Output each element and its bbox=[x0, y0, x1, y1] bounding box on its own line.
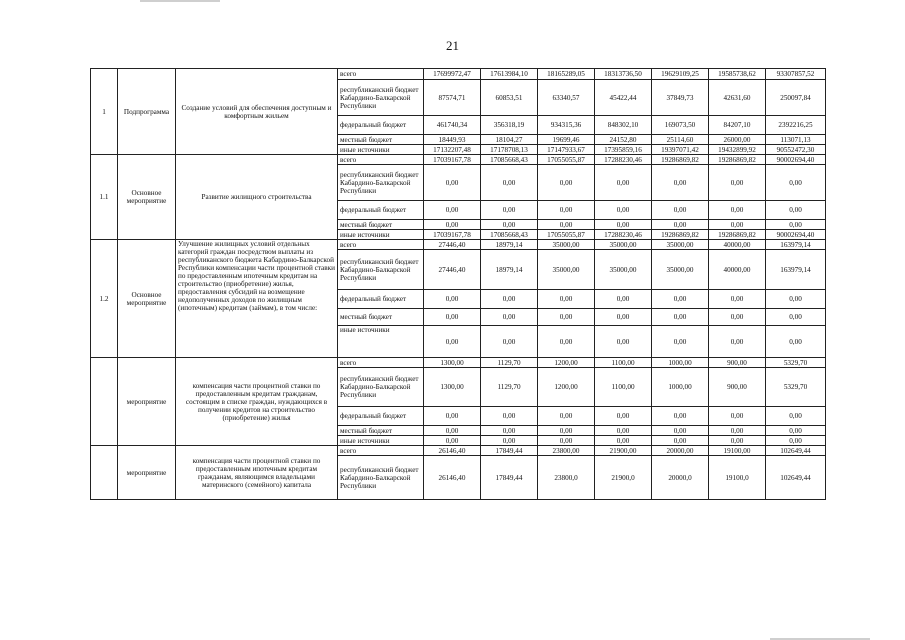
value-cell: 0,00 bbox=[481, 165, 538, 201]
row-number: 1.1 bbox=[91, 155, 118, 240]
value-cell: 18979,14 bbox=[481, 250, 538, 290]
value-cell: 0,00 bbox=[595, 326, 652, 358]
source-label: всего bbox=[338, 358, 424, 368]
value-cell: 19100,0 bbox=[709, 456, 766, 500]
value-cell: 0,00 bbox=[709, 165, 766, 201]
value-cell: 0,00 bbox=[766, 309, 826, 326]
value-cell: 0,00 bbox=[709, 426, 766, 436]
value-cell: 113071,13 bbox=[766, 135, 826, 145]
value-cell: 18104,27 bbox=[481, 135, 538, 145]
source-label: республиканский бюджет Кабардино-Балкарской Республики bbox=[338, 165, 424, 201]
value-cell: 1129,70 bbox=[481, 358, 538, 368]
value-cell: 900,00 bbox=[709, 368, 766, 407]
value-cell: 0,00 bbox=[481, 436, 538, 446]
value-cell: 0,00 bbox=[595, 290, 652, 309]
value-cell: 0,00 bbox=[481, 290, 538, 309]
value-cell: 26146,40 bbox=[424, 446, 481, 456]
value-cell: 26146,40 bbox=[424, 456, 481, 500]
value-cell: 0,00 bbox=[538, 426, 595, 436]
value-cell: 19286869,82 bbox=[709, 155, 766, 165]
value-cell: 21900,00 bbox=[595, 446, 652, 456]
value-cell: 0,00 bbox=[481, 407, 538, 426]
value-cell: 0,00 bbox=[424, 426, 481, 436]
value-cell: 0,00 bbox=[709, 220, 766, 230]
value-cell: 5329,70 bbox=[766, 358, 826, 368]
value-cell: 18979,14 bbox=[481, 240, 538, 250]
value-cell: 21900,0 bbox=[595, 456, 652, 500]
value-cell: 17849,44 bbox=[481, 446, 538, 456]
row-title: компенсация части процентной ставки по предоставленным ипотечным кредитам гражданам, являющимся владельцами материнского (семейного) капитала bbox=[176, 446, 338, 500]
source-label: всего bbox=[338, 155, 424, 165]
value-cell: 0,00 bbox=[766, 290, 826, 309]
value-cell: 0,00 bbox=[709, 309, 766, 326]
value-cell: 35000,00 bbox=[538, 250, 595, 290]
value-cell: 0,00 bbox=[481, 326, 538, 358]
value-cell: 27446,40 bbox=[424, 240, 481, 250]
value-cell: 0,00 bbox=[652, 326, 709, 358]
value-cell: 0,00 bbox=[538, 165, 595, 201]
value-cell: 0,00 bbox=[538, 309, 595, 326]
value-cell: 19286869,82 bbox=[709, 230, 766, 240]
value-cell: 19286869,82 bbox=[652, 155, 709, 165]
value-cell: 0,00 bbox=[652, 220, 709, 230]
value-cell: 0,00 bbox=[538, 326, 595, 358]
value-cell: 27446,40 bbox=[424, 250, 481, 290]
source-label: местный бюджет bbox=[338, 135, 424, 145]
value-cell: 87574,71 bbox=[424, 80, 481, 116]
value-cell: 0,00 bbox=[481, 220, 538, 230]
value-cell: 1129,70 bbox=[481, 368, 538, 407]
value-cell: 0,00 bbox=[595, 220, 652, 230]
value-cell: 45422,44 bbox=[595, 80, 652, 116]
value-cell: 0,00 bbox=[424, 290, 481, 309]
value-cell: 1200,00 bbox=[538, 358, 595, 368]
value-cell: 0,00 bbox=[766, 436, 826, 446]
value-cell: 19432899,92 bbox=[709, 145, 766, 155]
value-cell: 0,00 bbox=[595, 309, 652, 326]
value-cell: 102649,44 bbox=[766, 456, 826, 500]
value-cell: 93307857,52 bbox=[766, 69, 826, 80]
value-cell: 90002694,40 bbox=[766, 230, 826, 240]
row-type: Подпрограмма bbox=[118, 69, 176, 155]
value-cell: 0,00 bbox=[424, 407, 481, 426]
table-row bbox=[91, 446, 826, 456]
value-cell: 17699972,47 bbox=[424, 69, 481, 80]
source-label: местный бюджет bbox=[338, 309, 424, 326]
value-cell: 35000,00 bbox=[538, 240, 595, 250]
value-cell: 900,00 bbox=[709, 358, 766, 368]
value-cell: 84207,10 bbox=[709, 116, 766, 135]
value-cell: 0,00 bbox=[709, 290, 766, 309]
value-cell: 20000,00 bbox=[652, 446, 709, 456]
value-cell: 19286869,82 bbox=[652, 230, 709, 240]
value-cell: 0,00 bbox=[652, 201, 709, 220]
row-title: Развитие жилищного строительства bbox=[176, 155, 338, 240]
value-cell: 23800,0 bbox=[538, 456, 595, 500]
source-label: федеральный бюджет bbox=[338, 201, 424, 220]
value-cell: 40000,00 bbox=[709, 250, 766, 290]
value-cell: 1300,00 bbox=[424, 358, 481, 368]
value-cell: 25114,60 bbox=[652, 135, 709, 145]
value-cell: 19629109,25 bbox=[652, 69, 709, 80]
value-cell: 163979,14 bbox=[766, 240, 826, 250]
row-title: Создание условий для обеспечения доступным и комфортным жильем bbox=[176, 69, 338, 155]
value-cell: 1000,00 bbox=[652, 358, 709, 368]
scan-artifact-top bbox=[140, 0, 220, 2]
value-cell: 0,00 bbox=[766, 201, 826, 220]
value-cell: 18449,93 bbox=[424, 135, 481, 145]
value-cell: 0,00 bbox=[481, 201, 538, 220]
value-cell: 37849,73 bbox=[652, 80, 709, 116]
value-cell: 0,00 bbox=[424, 201, 481, 220]
value-cell: 17849,44 bbox=[481, 456, 538, 500]
value-cell: 5329,70 bbox=[766, 368, 826, 407]
value-cell: 0,00 bbox=[481, 309, 538, 326]
value-cell: 0,00 bbox=[424, 326, 481, 358]
value-cell: 0,00 bbox=[595, 165, 652, 201]
table-row bbox=[91, 69, 826, 80]
source-label: иные источники bbox=[338, 145, 424, 155]
value-cell: 356318,19 bbox=[481, 116, 538, 135]
value-cell: 1200,00 bbox=[538, 368, 595, 407]
value-cell: 461740,34 bbox=[424, 116, 481, 135]
source-label: иные источники bbox=[338, 230, 424, 240]
value-cell: 17147933,67 bbox=[538, 145, 595, 155]
budget-table bbox=[90, 68, 826, 500]
value-cell: 0,00 bbox=[652, 436, 709, 446]
value-cell: 0,00 bbox=[424, 220, 481, 230]
row-title: компенсация части процентной ставки по предоставленным кредитам гражданам, состоящим в списке граждан, нуждающихся в получении кредитов на строительство (приобретение) жилья bbox=[176, 358, 338, 446]
value-cell: 24152,80 bbox=[595, 135, 652, 145]
value-cell: 17085668,43 bbox=[481, 155, 538, 165]
value-cell: 0,00 bbox=[652, 309, 709, 326]
value-cell: 163979,14 bbox=[766, 250, 826, 290]
source-label: всего bbox=[338, 69, 424, 80]
value-cell: 17055055,87 bbox=[538, 230, 595, 240]
value-cell: 63340,57 bbox=[538, 80, 595, 116]
value-cell: 848302,10 bbox=[595, 116, 652, 135]
value-cell: 35000,00 bbox=[595, 250, 652, 290]
value-cell: 0,00 bbox=[424, 436, 481, 446]
value-cell: 1000,00 bbox=[652, 368, 709, 407]
value-cell: 17132207,48 bbox=[424, 145, 481, 155]
value-cell: 18313736,50 bbox=[595, 69, 652, 80]
value-cell: 0,00 bbox=[709, 436, 766, 446]
row-type: Основное мероприятие bbox=[118, 240, 176, 358]
value-cell: 17085668,43 bbox=[481, 230, 538, 240]
value-cell: 23800,00 bbox=[538, 446, 595, 456]
value-cell: 0,00 bbox=[652, 426, 709, 436]
value-cell: 102649,44 bbox=[766, 446, 826, 456]
value-cell: 35000,00 bbox=[652, 250, 709, 290]
source-label: республиканский бюджет Кабардино-Балкарской Республики bbox=[338, 250, 424, 290]
value-cell: 19585738,62 bbox=[709, 69, 766, 80]
value-cell: 90002694,40 bbox=[766, 155, 826, 165]
value-cell: 0,00 bbox=[766, 165, 826, 201]
value-cell: 1100,00 bbox=[595, 358, 652, 368]
value-cell: 0,00 bbox=[538, 436, 595, 446]
value-cell: 0,00 bbox=[424, 309, 481, 326]
value-cell: 0,00 bbox=[766, 426, 826, 436]
value-cell: 0,00 bbox=[538, 220, 595, 230]
table-row bbox=[91, 358, 826, 368]
source-label: иные источники bbox=[338, 436, 424, 446]
value-cell: 90552472,30 bbox=[766, 145, 826, 155]
value-cell: 1300,00 bbox=[424, 368, 481, 407]
value-cell: 0,00 bbox=[766, 407, 826, 426]
value-cell: 0,00 bbox=[595, 426, 652, 436]
source-label: иные источники bbox=[338, 326, 424, 358]
value-cell: 1100,00 bbox=[595, 368, 652, 407]
source-label: всего bbox=[338, 446, 424, 456]
source-label: республиканский бюджет Кабардино-Балкарской Республики bbox=[338, 456, 424, 500]
value-cell: 0,00 bbox=[652, 290, 709, 309]
value-cell: 0,00 bbox=[595, 407, 652, 426]
value-cell: 0,00 bbox=[595, 436, 652, 446]
value-cell: 0,00 bbox=[709, 407, 766, 426]
page-number: 21 bbox=[446, 38, 459, 53]
source-label: местный бюджет bbox=[338, 426, 424, 436]
value-cell: 0,00 bbox=[538, 201, 595, 220]
value-cell: 0,00 bbox=[709, 326, 766, 358]
value-cell: 17395859,16 bbox=[595, 145, 652, 155]
value-cell: 17178708,13 bbox=[481, 145, 538, 155]
row-type: мероприятие bbox=[118, 446, 176, 500]
value-cell: 40000,00 bbox=[709, 240, 766, 250]
value-cell: 60853,51 bbox=[481, 80, 538, 116]
source-label: федеральный бюджет bbox=[338, 290, 424, 309]
value-cell: 0,00 bbox=[766, 326, 826, 358]
table-row bbox=[91, 240, 826, 250]
value-cell: 18165289,05 bbox=[538, 69, 595, 80]
row-type: мероприятие bbox=[118, 358, 176, 446]
value-cell: 35000,00 bbox=[595, 240, 652, 250]
row-type: Основное мероприятие bbox=[118, 155, 176, 240]
source-label: федеральный бюджет bbox=[338, 407, 424, 426]
value-cell: 0,00 bbox=[709, 201, 766, 220]
value-cell: 169073,50 bbox=[652, 116, 709, 135]
value-cell: 17288230,46 bbox=[595, 230, 652, 240]
value-cell: 17288230,46 bbox=[595, 155, 652, 165]
value-cell: 0,00 bbox=[766, 220, 826, 230]
source-label: федеральный бюджет bbox=[338, 116, 424, 135]
value-cell: 934315,36 bbox=[538, 116, 595, 135]
row-title: Улучшение жилищных условий отдельных категорий граждан посредством выплаты из республиканского бюджета Кабардино-Балкарской Республики компенсации части процентной ставки по предоставленным ипотечным кредитам на строительство (приобретение) жилья, предоставления субсидий на возмещение недополученных доходов по жилищным (ипотечным) кредитам (займам), в том числе: bbox=[176, 240, 338, 358]
source-label: республиканский бюджет Кабардино-Балкарской Республики bbox=[338, 368, 424, 407]
value-cell: 0,00 bbox=[595, 201, 652, 220]
value-cell: 20000,0 bbox=[652, 456, 709, 500]
value-cell: 17039167,78 bbox=[424, 230, 481, 240]
row-number bbox=[91, 446, 118, 500]
value-cell: 17613984,10 bbox=[481, 69, 538, 80]
value-cell: 19100,00 bbox=[709, 446, 766, 456]
value-cell: 42631,60 bbox=[709, 80, 766, 116]
value-cell: 0,00 bbox=[424, 165, 481, 201]
source-label: всего bbox=[338, 240, 424, 250]
value-cell: 17055055,87 bbox=[538, 155, 595, 165]
value-cell: 0,00 bbox=[652, 407, 709, 426]
value-cell: 0,00 bbox=[652, 165, 709, 201]
source-label: местный бюджет bbox=[338, 220, 424, 230]
source-label: республиканский бюджет Кабардино-Балкарской Республики bbox=[338, 80, 424, 116]
table-row bbox=[91, 155, 826, 165]
row-number: 1 bbox=[91, 69, 118, 155]
value-cell: 26000,00 bbox=[709, 135, 766, 145]
value-cell: 2392216,25 bbox=[766, 116, 826, 135]
value-cell: 19397071,42 bbox=[652, 145, 709, 155]
row-number: 1.2 bbox=[91, 240, 118, 358]
value-cell: 0,00 bbox=[538, 407, 595, 426]
value-cell: 0,00 bbox=[538, 290, 595, 309]
row-number bbox=[91, 358, 118, 446]
value-cell: 0,00 bbox=[481, 426, 538, 436]
value-cell: 250097,84 bbox=[766, 80, 826, 116]
value-cell: 35000,00 bbox=[652, 240, 709, 250]
value-cell: 19699,46 bbox=[538, 135, 595, 145]
value-cell: 17039167,78 bbox=[424, 155, 481, 165]
